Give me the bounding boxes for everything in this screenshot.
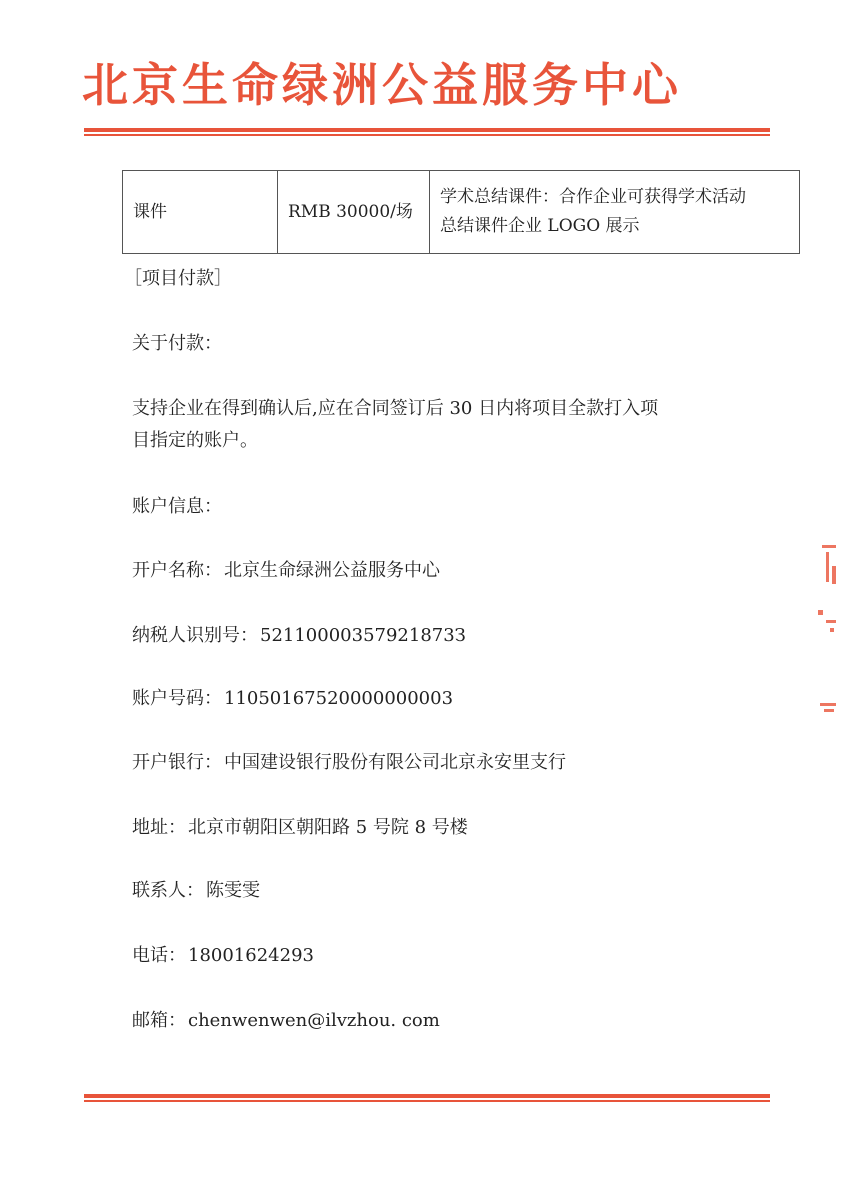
account-info-label: 账户信息： — [132, 496, 222, 517]
table-cell-price: RMB 30000/场 — [278, 171, 430, 254]
payment-about-label: 关于付款： — [132, 333, 222, 354]
letterhead-title: 北京生命绿洲公益服务中心 — [82, 58, 682, 112]
sponsorship-fee-table — [122, 170, 800, 254]
letterhead-bottom-rule — [84, 1094, 770, 1102]
email-value: chenwenwen@ilvzhou. com — [188, 1010, 440, 1031]
bank-row — [132, 752, 566, 774]
phone-value: 18001624293 — [188, 945, 314, 966]
account-number-row — [132, 688, 453, 710]
account-name-label: 开户名称： — [132, 560, 222, 581]
address-value: 北京市朝阳区朝阳路 5 号院 8 号楼 — [188, 817, 468, 838]
address-row — [132, 817, 468, 839]
bank-value: 中国建设银行股份有限公司北京永安里支行 — [224, 752, 566, 773]
taxpayer-id-label: 纳税人识别号： — [132, 625, 258, 646]
description-line: 学术总结课件：合作企业可获得学术活动 — [440, 187, 746, 208]
phone-row — [132, 945, 314, 967]
taxpayer-id-row — [132, 625, 466, 647]
contact-label: 联系人： — [132, 880, 204, 901]
address-label: 地址： — [132, 817, 186, 838]
section-title-payment: ［项目付款］ — [124, 268, 232, 289]
account-name-value: 北京生命绿洲公益服务中心 — [224, 560, 440, 581]
email-label: 邮箱： — [132, 1010, 186, 1031]
table-row — [123, 171, 800, 254]
payment-instruction-line: 目指定的账户。 — [132, 430, 258, 451]
contact-value: 陈雯雯 — [206, 880, 260, 901]
phone-label: 电话： — [132, 945, 186, 966]
payment-instruction-line: 支持企业在得到确认后,应在合同签订后 30 日内将项目全款打入项 — [132, 398, 659, 419]
description-line: 总结课件企业 LOGO 展示 — [440, 216, 640, 236]
contact-row — [132, 880, 260, 902]
email-row — [132, 1010, 440, 1032]
account-number-value: 11050167520000000003 — [224, 688, 454, 709]
taxpayer-id-value: 52110000357921873З — [260, 625, 466, 646]
table-cell-description — [430, 171, 800, 254]
account-number-label: 账户号码： — [132, 688, 222, 709]
account-name-row — [132, 560, 440, 582]
letterhead-top-rule — [84, 128, 770, 136]
bank-label: 开户银行： — [132, 752, 222, 773]
table-cell-item: 课件 — [123, 171, 278, 254]
